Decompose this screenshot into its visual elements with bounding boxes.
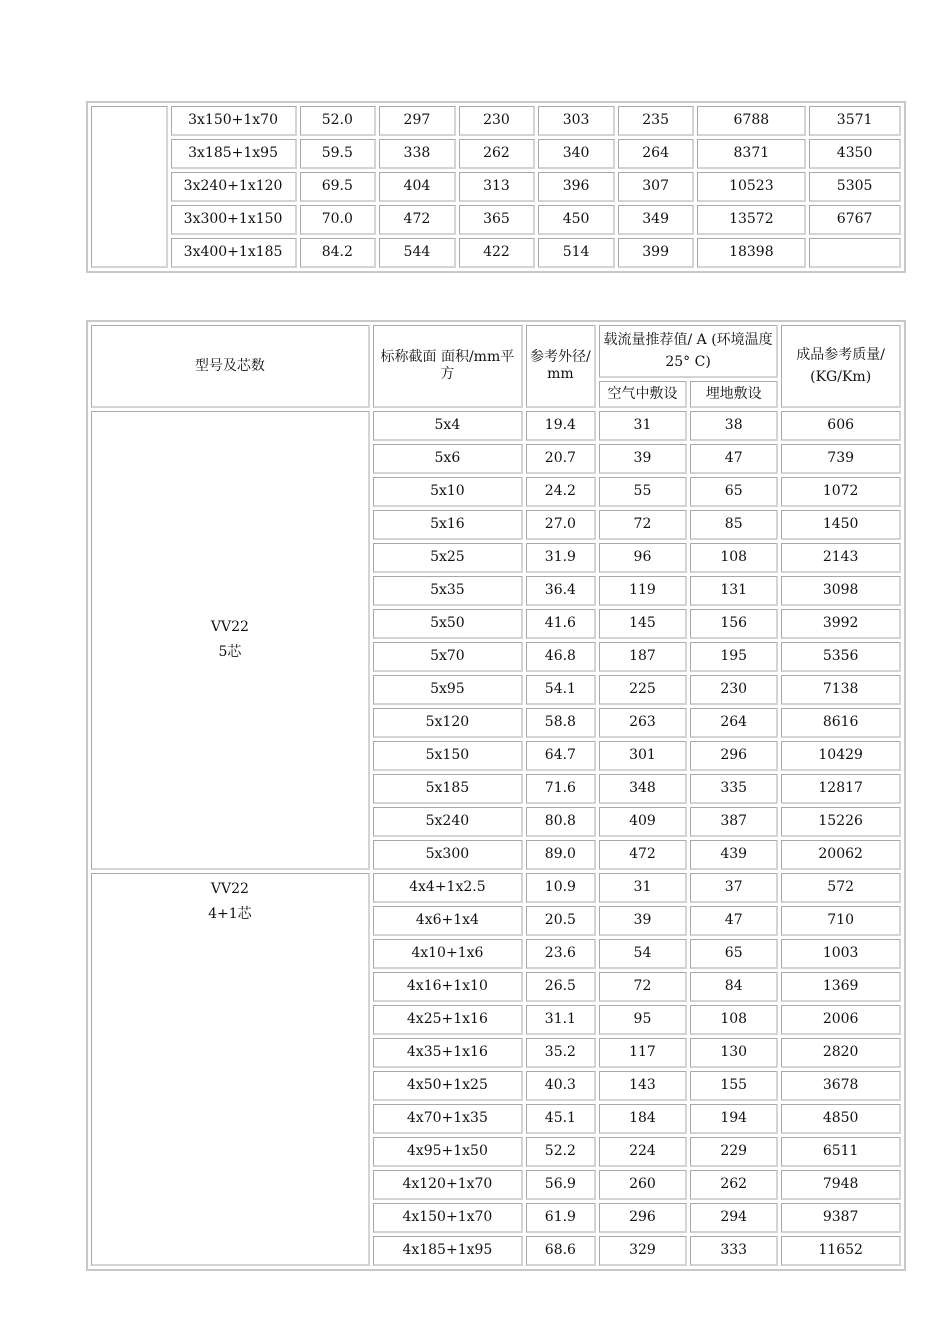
table-cell: 3992: [781, 609, 901, 639]
model-group-cell: [91, 411, 370, 870]
table-cell: 1072: [781, 477, 901, 507]
table-cell: 13572: [697, 205, 806, 235]
table-cell: 41.6: [526, 609, 596, 639]
table-cell: 2006: [781, 1005, 901, 1035]
table-cell: 55: [599, 477, 687, 507]
table-cell: 5x150: [373, 741, 523, 771]
table-cell: 3571: [809, 106, 901, 136]
table-cell: 387: [690, 807, 778, 837]
table-cell: 85: [690, 510, 778, 540]
table-row: [91, 205, 901, 235]
table-cell: 5x6: [373, 444, 523, 474]
table-cell: 46.8: [526, 642, 596, 672]
table-cell: 4x70+1x35: [373, 1104, 523, 1134]
table-cell: 54.1: [526, 675, 596, 705]
header-outer-diameter: 参考外径/ mm: [526, 325, 596, 408]
table-cell: 155: [690, 1071, 778, 1101]
table-cell: 4x16+1x10: [373, 972, 523, 1002]
table-cell: 47: [690, 444, 778, 474]
table-cell: 8371: [697, 139, 806, 169]
table-cell: 40.3: [526, 1071, 596, 1101]
table-row: [91, 172, 901, 202]
table-cell: 187: [599, 642, 687, 672]
table-cell: 5305: [809, 172, 901, 202]
table-cell: 294: [690, 1203, 778, 1233]
table-cell: 224: [599, 1137, 687, 1167]
table-cell: 117: [599, 1038, 687, 1068]
table-cell: 3x150+1x70: [171, 106, 297, 136]
table-cell: 338: [379, 139, 456, 169]
table-cell: 95: [599, 1005, 687, 1035]
table-row: [91, 139, 901, 169]
table-cell: 5x50: [373, 609, 523, 639]
table-cell: 1369: [781, 972, 901, 1002]
table-cell: 4x50+1x25: [373, 1071, 523, 1101]
table-cell: 143: [599, 1071, 687, 1101]
table-cell: 35.2: [526, 1038, 596, 1068]
table-cell: 71.6: [526, 774, 596, 804]
table-cell: 4x150+1x70: [373, 1203, 523, 1233]
table-cell: 7138: [781, 675, 901, 705]
table-cell: 3x300+1x150: [171, 205, 297, 235]
table-cell: 365: [459, 205, 536, 235]
table-cell: 260: [599, 1170, 687, 1200]
table-cell: 409: [599, 807, 687, 837]
table-cell: 544: [379, 238, 456, 268]
table-cell: 27.0: [526, 510, 596, 540]
table-cell: 145: [599, 609, 687, 639]
table-cell: 5x185: [373, 774, 523, 804]
table-cell: 4x185+1x95: [373, 1236, 523, 1266]
table-cell: 23.6: [526, 939, 596, 969]
table-cell: 4x25+1x16: [373, 1005, 523, 1035]
table-cell: 450: [538, 205, 615, 235]
table-cell: 404: [379, 172, 456, 202]
table-cell: 80.8: [526, 807, 596, 837]
merged-model-cell: [91, 106, 168, 268]
table-cell: 264: [690, 708, 778, 738]
table-cell: 262: [690, 1170, 778, 1200]
table-cell: 4x120+1x70: [373, 1170, 523, 1200]
table-cell: 70.0: [300, 205, 377, 235]
table-cell: 7948: [781, 1170, 901, 1200]
table-cell: 39: [599, 444, 687, 474]
table-cell: 10523: [697, 172, 806, 202]
table-cell: 58.8: [526, 708, 596, 738]
table-cell: 84.2: [300, 238, 377, 268]
table-cell: 396: [538, 172, 615, 202]
table-cell: 184: [599, 1104, 687, 1134]
table-cell: 235: [618, 106, 695, 136]
table-cell: 5x70: [373, 642, 523, 672]
table-cell: 3x400+1x185: [171, 238, 297, 268]
table-cell: 38: [690, 411, 778, 441]
model-name: VV22: [210, 619, 249, 635]
table-cell: 264: [618, 139, 695, 169]
table-cell: 296: [690, 741, 778, 771]
header-air-laying: 空气中敷设: [599, 381, 687, 408]
table-cell: 297: [379, 106, 456, 136]
table-cell: 37: [690, 873, 778, 903]
table-cell: 263: [599, 708, 687, 738]
table-cell: 422: [459, 238, 536, 268]
model-name: VV22: [210, 881, 249, 897]
table-cell: 313: [459, 172, 536, 202]
header-nominal-section: 标称截面 面积/mm平方: [373, 325, 523, 408]
table-cell: 156: [690, 609, 778, 639]
table-cell: 399: [618, 238, 695, 268]
table-cell: 514: [538, 238, 615, 268]
table-cell: 4x6+1x4: [373, 906, 523, 936]
table-cell: 2143: [781, 543, 901, 573]
table-cell: 52.2: [526, 1137, 596, 1167]
table-cell: 12817: [781, 774, 901, 804]
table-cell: 11652: [781, 1236, 901, 1266]
table-cell: 10.9: [526, 873, 596, 903]
table-cell: 5x10: [373, 477, 523, 507]
table-cell: 18398: [697, 238, 806, 268]
table-cell: 89.0: [526, 840, 596, 870]
table-cell: 5x4: [373, 411, 523, 441]
table-cell: 348: [599, 774, 687, 804]
table-cell: 15226: [781, 807, 901, 837]
table-cell: 6788: [697, 106, 806, 136]
table-cell: 472: [379, 205, 456, 235]
table-cell: 5x120: [373, 708, 523, 738]
table-cell: 24.2: [526, 477, 596, 507]
table-cell: 9387: [781, 1203, 901, 1233]
table-cell: 349: [618, 205, 695, 235]
table-cell: 20.7: [526, 444, 596, 474]
table-cell: 195: [690, 642, 778, 672]
table-cell: 10429: [781, 741, 901, 771]
table-cell: 340: [538, 139, 615, 169]
model-group-cell: [91, 873, 370, 1266]
cable-spec-table-continued: [86, 101, 906, 273]
table-cell: 303: [538, 106, 615, 136]
table-cell: 26.5: [526, 972, 596, 1002]
table-cell: 69.5: [300, 172, 377, 202]
table-cell: 84: [690, 972, 778, 1002]
header-model: 型号及芯数: [91, 325, 370, 408]
table-cell: 119: [599, 576, 687, 606]
header-row: [91, 325, 901, 378]
table-cell: 6767: [809, 205, 901, 235]
table-cell: 131: [690, 576, 778, 606]
table-cell: 65: [690, 477, 778, 507]
core-count: 4+1芯: [208, 906, 252, 922]
table-cell: 3098: [781, 576, 901, 606]
table-row: [91, 106, 901, 136]
table-cell: 3678: [781, 1071, 901, 1101]
table-cell: 5x240: [373, 807, 523, 837]
table-row: [91, 873, 901, 903]
table-cell: 5x16: [373, 510, 523, 540]
table-cell: 2820: [781, 1038, 901, 1068]
table-cell: 19.4: [526, 411, 596, 441]
table-cell: 4x10+1x6: [373, 939, 523, 969]
core-count: 5芯: [218, 644, 242, 660]
table-cell: 8616: [781, 708, 901, 738]
table-cell: 5356: [781, 642, 901, 672]
table-cell: 56.9: [526, 1170, 596, 1200]
table-cell: 36.4: [526, 576, 596, 606]
table-cell: 64.7: [526, 741, 596, 771]
header-current-rating: 载流量推荐值/ A (环境温度25° C): [599, 325, 778, 378]
table-cell: 335: [690, 774, 778, 804]
table-cell: 3x185+1x95: [171, 139, 297, 169]
table-cell: 4x35+1x16: [373, 1038, 523, 1068]
table-cell: 4850: [781, 1104, 901, 1134]
table-cell: 710: [781, 906, 901, 936]
table-cell: 96: [599, 543, 687, 573]
table-cell: 1003: [781, 939, 901, 969]
table-cell: 61.9: [526, 1203, 596, 1233]
table-cell: 296: [599, 1203, 687, 1233]
table-cell: 31.9: [526, 543, 596, 573]
table-cell: 108: [690, 1005, 778, 1035]
table-cell: 68.6: [526, 1236, 596, 1266]
table-cell: 301: [599, 741, 687, 771]
table-cell: 31.1: [526, 1005, 596, 1035]
table-cell: 5x25: [373, 543, 523, 573]
header-buried-laying: 埋地敷设: [690, 381, 778, 408]
table-cell: 3x240+1x120: [171, 172, 297, 202]
table-cell: 439: [690, 840, 778, 870]
table-cell: 4x4+1x2.5: [373, 873, 523, 903]
table-cell: 39: [599, 906, 687, 936]
table-cell: 52.0: [300, 106, 377, 136]
table-cell: 31: [599, 873, 687, 903]
table-cell: 5x300: [373, 840, 523, 870]
table-cell: 262: [459, 139, 536, 169]
header-reference-mass: 成品参考质量/ (KG/Km): [781, 325, 901, 408]
table-cell: 59.5: [300, 139, 377, 169]
table-cell: 194: [690, 1104, 778, 1134]
table-cell: 230: [690, 675, 778, 705]
table-cell: 47: [690, 906, 778, 936]
table-cell: 4x95+1x50: [373, 1137, 523, 1167]
table-cell: 31: [599, 411, 687, 441]
table-cell: 20.5: [526, 906, 596, 936]
table-cell: 225: [599, 675, 687, 705]
table-cell: 108: [690, 543, 778, 573]
table-cell: 329: [599, 1236, 687, 1266]
table-body: [91, 106, 901, 268]
table-cell: 5x35: [373, 576, 523, 606]
table-cell: 4350: [809, 139, 901, 169]
table-cell: 54: [599, 939, 687, 969]
table-cell: 230: [459, 106, 536, 136]
table-cell: 472: [599, 840, 687, 870]
table-cell: 72: [599, 972, 687, 1002]
table-cell: [809, 238, 901, 268]
table-body: [91, 325, 901, 1266]
table-cell: 229: [690, 1137, 778, 1167]
table-cell: 739: [781, 444, 901, 474]
table-row: [91, 238, 901, 268]
table-cell: 307: [618, 172, 695, 202]
table-cell: 333: [690, 1236, 778, 1266]
table-cell: 65: [690, 939, 778, 969]
table-row: [91, 411, 901, 441]
table-cell: 6511: [781, 1137, 901, 1167]
table-cell: 72: [599, 510, 687, 540]
table-cell: 130: [690, 1038, 778, 1068]
table-cell: 5x95: [373, 675, 523, 705]
table-cell: 1450: [781, 510, 901, 540]
table-cell: 20062: [781, 840, 901, 870]
table-cell: 606: [781, 411, 901, 441]
table-cell: 45.1: [526, 1104, 596, 1134]
table-cell: 572: [781, 873, 901, 903]
vv22-cable-spec-table: [86, 320, 906, 1271]
